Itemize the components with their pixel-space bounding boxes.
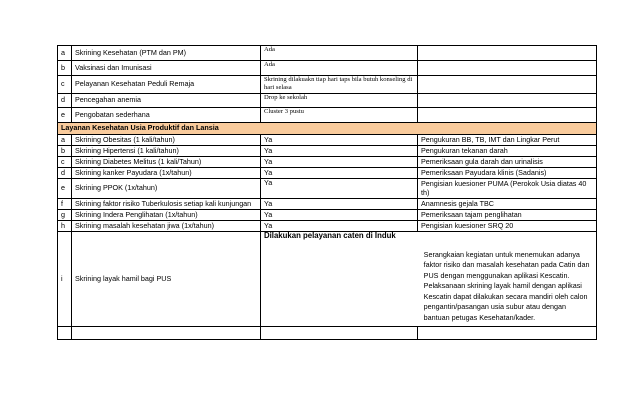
service-status: [261, 232, 421, 323]
service-note: Anamnesis gejala TBC: [418, 199, 597, 210]
table-row: [58, 108, 597, 123]
service-status: Ya: [261, 135, 418, 146]
service-item: Pengobatan sederhana: [72, 108, 261, 123]
service-note: [418, 46, 597, 61]
service-status: Ada: [261, 61, 418, 76]
row-number: c: [58, 76, 72, 94]
service-note: Pemeriksaan tajam penglihatan: [418, 210, 597, 221]
service-status: Ya: [261, 168, 418, 179]
row-number: b: [58, 61, 72, 76]
service-item: Skrining kanker Payudara (1x/tahun): [72, 168, 261, 179]
service-item: Skrining Indera Penglihatan (1x/tahun): [72, 210, 261, 221]
table-row: [58, 221, 597, 232]
table-row: [58, 46, 597, 61]
row-number: g: [58, 210, 72, 221]
row-number: i: [58, 232, 72, 327]
table-row: [58, 199, 597, 210]
service-note: [418, 94, 597, 108]
table-row: [58, 179, 597, 199]
service-note: Serangkaian kegiatan untuk menemukan adanya faktor risiko dan masalah kesehatan pada Catin dan PUS dengan menggunakan aplikasi Kescatin. Pelaksanaan skrining layak hamil dengan aplikasi Kescatin dapat dilakukan secara mandiri oleh calon pengantin/pasangan usia subur atau dengan bantuan petugas Kesehatan/kader.: [423, 250, 590, 322]
service-note: Pengukuran tekanan darah: [418, 146, 597, 157]
empty-cell: [418, 327, 597, 340]
table-row: [58, 168, 597, 179]
service-status: Ya: [261, 146, 418, 157]
service-status: Ya: [261, 221, 418, 232]
service-item: Skrining faktor risiko Tuberkulosis setiap kali kunjungan: [72, 199, 261, 210]
service-note: [418, 108, 597, 123]
section-header-row: [58, 123, 597, 135]
row-number: b: [58, 146, 72, 157]
section-title: Layanan Kesehatan Usia Produktif dan Lansia: [58, 123, 597, 135]
empty-cell: [58, 327, 72, 340]
table-row: [58, 210, 597, 221]
service-note: [418, 61, 597, 76]
service-status: Ada: [261, 46, 418, 61]
service-note: Pemeriksaan gula darah dan urinalisis: [418, 157, 597, 168]
service-note: Pengisian kuesioner SRQ 20: [418, 221, 597, 232]
status-heading: Dilakukan pelayanan caten di Induk: [264, 231, 396, 240]
row-number: a: [58, 46, 72, 61]
service-status: Ya: [261, 199, 418, 210]
table-row: [58, 94, 597, 108]
table-row: [58, 327, 597, 340]
table-row: [58, 76, 597, 94]
service-status: Ya: [261, 157, 418, 168]
service-item: Pelayanan Kesehatan Peduli Remaja: [72, 76, 261, 94]
service-item: Skrining Kesehatan (PTM dan PM): [72, 46, 261, 61]
service-item: Skrining masalah kesehatan jiwa (1x/tahun): [72, 221, 261, 232]
row-number: d: [58, 94, 72, 108]
table-row: [58, 61, 597, 76]
service-note: Pengukuran BB, TB, IMT dan Lingkar Perut: [418, 135, 597, 146]
service-status: Skrining dilakuakn tiap hari taps bila butuh konseling di hari selasa: [261, 76, 418, 94]
service-note: Pemeriksaan Payudara klinis (Sadanis): [418, 168, 597, 179]
table-row: [58, 157, 597, 168]
service-status: Cluster 3 pustu: [261, 108, 418, 123]
service-item: Pencegahan anemia: [72, 94, 261, 108]
service-item: Vaksinasi dan Imunisasi: [72, 61, 261, 76]
service-item: Skrining PPOK (1x/tahun): [72, 179, 261, 199]
row-number: d: [58, 168, 72, 179]
row-number: h: [58, 221, 72, 232]
service-note: Pengisian kuesioner PUMA (Perokok Usia diatas 40 th): [418, 179, 597, 199]
table-row: [58, 135, 597, 146]
row-number: e: [58, 108, 72, 123]
service-table: [57, 45, 597, 340]
service-item: Skrining layak hamil bagi PUS: [72, 232, 261, 327]
service-status: Drop ke sekolah: [261, 94, 418, 108]
table-row: [58, 232, 597, 327]
row-number: c: [58, 157, 72, 168]
service-status: Ya: [261, 210, 418, 221]
service-note: [418, 76, 597, 94]
row-number: e: [58, 179, 72, 199]
service-detail-cell: [261, 232, 597, 327]
service-status: Ya: [261, 179, 418, 199]
empty-cell: [261, 327, 418, 340]
row-number: a: [58, 135, 72, 146]
empty-cell: [72, 327, 261, 340]
service-item: Skrining Hipertensi (1 kali/tahun): [72, 146, 261, 157]
table-row: [58, 146, 597, 157]
service-item: Skrining Diabetes Melitus (1 kali/Tahun): [72, 157, 261, 168]
service-item: Skrining Obesitas (1 kali/tahun): [72, 135, 261, 146]
row-number: f: [58, 199, 72, 210]
